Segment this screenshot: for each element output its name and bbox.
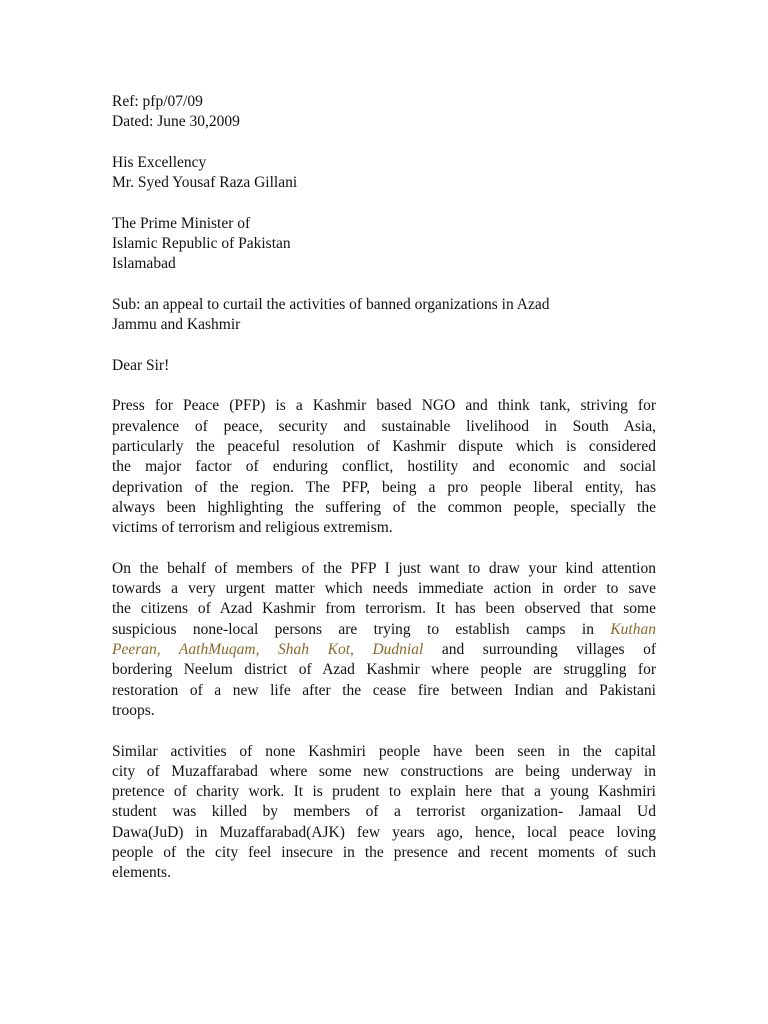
- paragraph-3-line: Similar activities of none Kashmiri people have been seen in the capital: [112, 742, 656, 760]
- paragraph-2-line: On the behalf of members of the PFP I just want to draw your kind attention: [112, 559, 656, 577]
- paragraph-3-line: elements.: [112, 864, 171, 882]
- paragraph-1-line: prevalence of peace, security and sustainable livelihood in South Asia,: [112, 417, 656, 435]
- paragraph-2-text: and surrounding villages of: [423, 641, 656, 659]
- paragraph-3-line: student was killed by members of a terrorist organization- Jamaal Ud: [112, 803, 656, 821]
- greeting-text: Dear Sir!: [112, 356, 170, 374]
- recipient-address: [112, 214, 656, 275]
- letter-date: Dated: June 30,2009: [112, 113, 240, 131]
- recipient-block: [112, 153, 656, 194]
- paragraph-3-line: pretence of charity work. It is prudent to explain here that a young Kashmiri: [112, 783, 656, 801]
- paragraph-2-line: restoration of a new life after the cease fire between Indian and Pakistani: [112, 681, 656, 699]
- paragraph-3-line: city of Muzaffarabad where some new constructions are being underway in: [112, 762, 656, 780]
- address-line-1: The Prime Minister of: [112, 214, 251, 232]
- paragraph-2-line: troops.: [112, 701, 155, 719]
- paragraph-1-line: particularly the peaceful resolution of Kashmir dispute which is considered: [112, 438, 656, 456]
- paragraph-3: [112, 742, 656, 884]
- address-line-2: Islamic Republic of Pakistan: [112, 235, 291, 253]
- letter-reference-block: [112, 92, 656, 133]
- paragraph-3-line: people of the city feel insecure in the presence and recent moments of such: [112, 843, 656, 861]
- paragraph-1-line: victims of terrorism and religious extremism.: [112, 519, 393, 537]
- paragraph-1: [112, 396, 656, 538]
- paragraph-2-line: [112, 620, 656, 640]
- paragraph-1-line: always been highlighting the suffering of the common people, specially the: [112, 498, 656, 516]
- recipient-title: His Excellency: [112, 153, 207, 171]
- reference-number: Ref: pfp/07/09: [112, 93, 203, 110]
- paragraph-1-line: the major factor of enduring conflict, hostility and economic and social: [112, 458, 656, 476]
- paragraph-2: [112, 559, 656, 721]
- recipient-name: Mr. Syed Yousaf Raza Gillani: [112, 174, 298, 192]
- address-line-3: Islamabad: [112, 255, 176, 273]
- paragraph-1-line: deprivation of the region. The PFP, being a pro people liberal entity, has: [112, 478, 656, 496]
- subject-line-1: Sub: an appeal to curtail the activities of banned organizations in Azad: [112, 295, 550, 313]
- subject-line: [112, 295, 656, 336]
- place-names: Peeran, AathMuqam, Shah Kot, Dudnial: [112, 641, 424, 659]
- subject-line-2: Jammu and Kashmir: [112, 316, 241, 334]
- paragraph-2-line: towards a very urgent matter which needs immediate action in order to save: [112, 580, 656, 598]
- paragraph-2-line: [112, 640, 656, 660]
- greeting: [112, 356, 656, 376]
- place-name-kuthan: Kuthan: [610, 620, 656, 638]
- letter-page: [112, 92, 656, 904]
- paragraph-2-line: the citizens of Azad Kashmir from terrorism. It has been observed that some: [112, 600, 656, 618]
- paragraph-1-line: Press for Peace (PFP) is a Kashmir based NGO and think tank, striving for: [112, 397, 656, 415]
- paragraph-2-text: suspicious none-local persons are trying to establish camps in: [112, 620, 611, 638]
- paragraph-2-line: bordering Neelum district of Azad Kashmir where people are struggling for: [112, 661, 656, 679]
- paragraph-3-line: Dawa(JuD) in Muzaffarabad(AJK) few years ago, hence, local peace loving: [112, 823, 656, 841]
